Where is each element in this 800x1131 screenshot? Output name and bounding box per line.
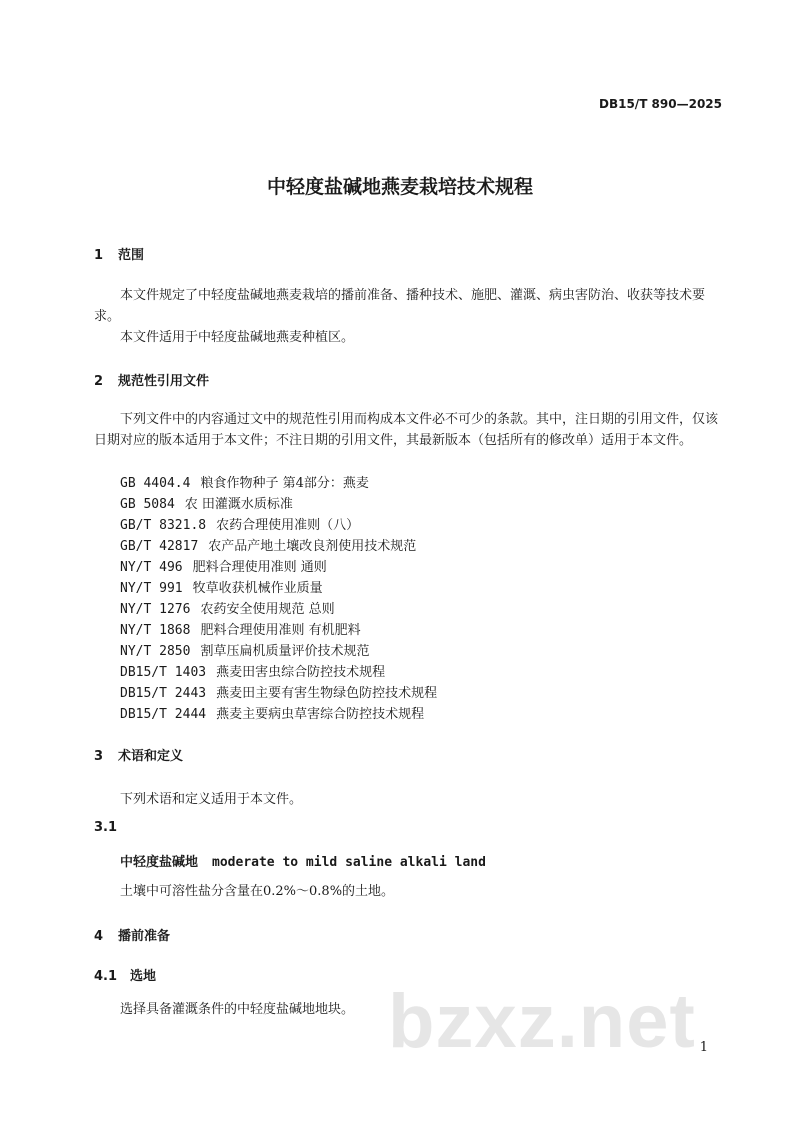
section-title: 规范性引用文件: [118, 374, 210, 389]
term-definition: 土壤中可溶性盐分含量在0.2%～0.8%的土地。: [120, 884, 395, 899]
subsection-3-1-number: 3.1: [94, 820, 118, 835]
section-4-heading: [94, 925, 170, 944]
reference-title: 燕麦田主要有害生物绿色防控技术规程: [216, 686, 438, 701]
term-entry: [120, 851, 486, 870]
section-number: 4: [94, 929, 104, 944]
reference-code: GB/T 8321.8: [120, 518, 207, 533]
reference-code: GB/T 42817: [120, 539, 199, 554]
reference-code: NY/T 1276: [120, 602, 191, 617]
reference-item: [120, 661, 385, 680]
reference-title: 燕麦田害虫综合防控技术规程: [216, 665, 386, 680]
standard-number: DB15/T 890—2025: [599, 97, 722, 111]
reference-code: GB 4404.4: [120, 476, 191, 491]
reference-item: [120, 556, 327, 575]
reference-item: [120, 703, 424, 722]
section-1-paragraph-1: 本文件规定了中轻度盐碱地燕麦栽培的播前准备、播种技术、施肥、灌溉、病虫害防治、收获等技术要求。: [94, 288, 706, 324]
reference-item: [120, 535, 416, 554]
reference-code: NY/T 1868: [120, 623, 191, 638]
page-number: 1: [699, 1040, 708, 1055]
reference-code: NY/T 2850: [120, 644, 191, 659]
reference-code: DB15/T 1403: [120, 665, 207, 680]
term-english: moderate to mild saline alkali land: [212, 855, 486, 870]
section-1-paragraph-2: 本文件适用于中轻度盐碱地燕麦种植区。: [120, 330, 355, 345]
subsection-title: 选地: [130, 969, 157, 984]
reference-item: [120, 598, 335, 617]
section-2-paragraph-1: 下列文件中的内容通过文中的规范性引用而构成本文件必不可少的条款。其中，注日期的引用文件，仅该日期对应的版本适用于本文件；不注日期的引用文件，其最新版本（包括所有的修改单）适用于本文件。: [94, 412, 719, 448]
section-4-1-paragraph-1: 选择具备灌溉条件的中轻度盐碱地地块。: [120, 1002, 355, 1017]
watermark: bzxz.net: [388, 979, 696, 1064]
reference-title: 农 田灌溉水质标准: [184, 497, 293, 512]
reference-item: [120, 472, 369, 491]
reference-item: [120, 493, 293, 512]
reference-title: 割草压扁机质量评价技术规范: [200, 644, 370, 659]
reference-title: 农产品产地土壤改良剂使用技术规范: [208, 539, 417, 554]
term-chinese: 中轻度盐碱地: [120, 855, 199, 870]
reference-item: [120, 514, 359, 533]
reference-title: 肥料合理使用准则 通则: [192, 560, 327, 575]
reference-item: [120, 682, 437, 701]
reference-item: [120, 619, 361, 638]
section-3-heading: [94, 745, 183, 764]
document-title: 中轻度盐碱地燕麦栽培技术规程: [266, 176, 533, 198]
section-title: 术语和定义: [118, 749, 184, 764]
reference-item: [120, 577, 323, 596]
section-title: 范围: [118, 248, 145, 263]
section-number: 3: [94, 749, 104, 764]
reference-title: 农药合理使用准则（八）: [216, 518, 360, 533]
reference-title: 粮食作物种子 第4部分：燕麦: [200, 476, 369, 491]
section-number: 1: [94, 248, 104, 263]
reference-item: [120, 640, 369, 659]
section-title: 播前准备: [118, 929, 171, 944]
subsection-number: 4.1: [94, 969, 118, 984]
section-3-paragraph-1: 下列术语和定义适用于本文件。: [120, 792, 303, 807]
section-2-heading: [94, 370, 209, 389]
section-number: 2: [94, 374, 104, 389]
reference-title: 牧草收获机械作业质量: [192, 581, 323, 596]
reference-code: GB 5084: [120, 497, 175, 512]
reference-code: DB15/T 2443: [120, 686, 207, 701]
reference-code: DB15/T 2444: [120, 707, 207, 722]
reference-title: 农药安全使用规范 总则: [200, 602, 335, 617]
reference-code: NY/T 991: [120, 581, 183, 596]
reference-title: 肥料合理使用准则 有机肥料: [200, 623, 361, 638]
subsection-4-1-heading: [94, 965, 156, 984]
reference-code: NY/T 496: [120, 560, 183, 575]
reference-title: 燕麦主要病虫草害综合防控技术规程: [216, 707, 425, 722]
section-1-heading: [94, 244, 144, 263]
